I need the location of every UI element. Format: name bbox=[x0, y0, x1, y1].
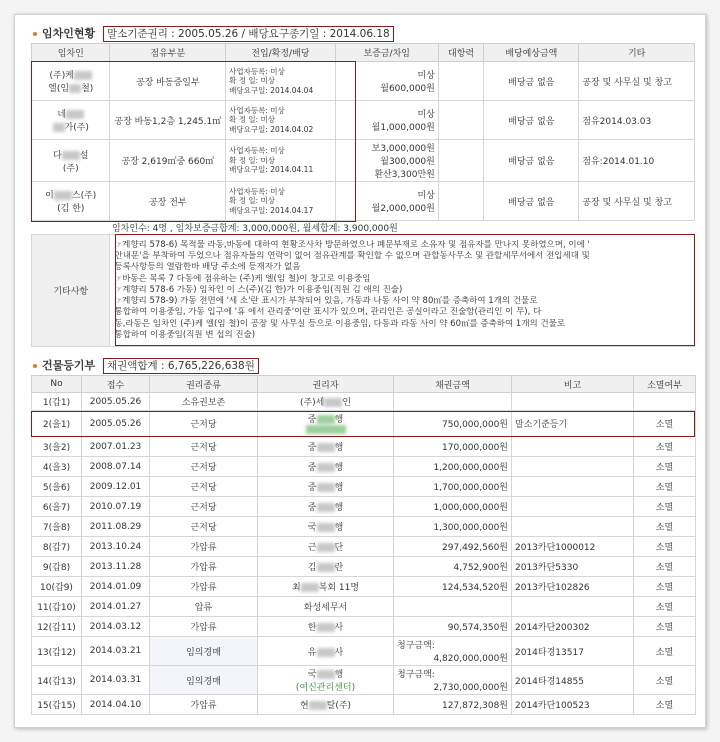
reg-status: 소멸 bbox=[634, 457, 696, 477]
tenant-row bbox=[32, 182, 695, 221]
document-content bbox=[31, 25, 695, 715]
table-row bbox=[32, 617, 696, 637]
reg-no: 1(갑1) bbox=[32, 393, 82, 411]
reg-note: 말소기준등기 bbox=[512, 411, 634, 437]
reg-kind: 근저당 bbox=[150, 517, 258, 537]
tenant-daehang bbox=[438, 101, 483, 140]
reg-status: 소멸 bbox=[634, 537, 696, 557]
building-header-cell: 비고 bbox=[512, 376, 634, 393]
reg-amount: 1,200,000,000원 bbox=[394, 457, 512, 477]
bullet-icon bbox=[33, 32, 37, 36]
reg-date: 2005.05.26 bbox=[82, 393, 150, 411]
reg-note bbox=[512, 597, 634, 617]
reg-date: 2014.03.31 bbox=[82, 666, 150, 695]
reg-note bbox=[512, 517, 634, 537]
tenant-part: 공장 2,619㎡중 660㎡ bbox=[110, 140, 226, 182]
etc-line: 등록사항등의 열람한바 배당 주소에 등재자가 없음 bbox=[114, 262, 301, 273]
reg-holder: 화성세무서 bbox=[258, 597, 394, 617]
reg-no: 3(을2) bbox=[32, 437, 82, 457]
reg-amount: 297,492,560원 bbox=[394, 537, 512, 557]
reg-status: 소멸 bbox=[634, 637, 696, 666]
reg-holder: (주)세 인 bbox=[258, 393, 394, 411]
tenant-summary: 임차인수: 4명 , 임차보증금합계: 3,000,000원, 월세합계: 3,900,000원 bbox=[111, 224, 398, 234]
reg-amount bbox=[394, 597, 512, 617]
reg-no: 2(을1) bbox=[32, 411, 82, 437]
reg-kind: 임의경매 bbox=[150, 666, 258, 695]
tenant-deposit: 미상 월2,000,000원 bbox=[335, 182, 438, 221]
tenant-deposit: 미상 월600,000원 bbox=[335, 62, 438, 101]
reg-note: 2014카단200302 bbox=[512, 617, 634, 637]
reg-kind: 임의경매 bbox=[150, 637, 258, 666]
reg-date: 2011.08.29 bbox=[82, 517, 150, 537]
reg-kind: 근저당 bbox=[150, 437, 258, 457]
etc-line: 통합하여 이용중임, 가동 입구에 '휴 에서 관리중'이란 표시가 있으며, 관리인은 공실이라고 진술함(관리인 이 무), 다 bbox=[114, 307, 542, 318]
table-row bbox=[32, 411, 696, 437]
tenant-table-wrap bbox=[31, 43, 695, 347]
tenant-header-cell: 기타 bbox=[579, 44, 695, 62]
tenant-daehang bbox=[438, 140, 483, 182]
etc-label: 기타사항 bbox=[32, 235, 110, 347]
reg-amount: 1,300,000,000원 bbox=[394, 517, 512, 537]
reg-kind: 가압류 bbox=[150, 617, 258, 637]
tenant-deposit: 보3,000,000원 월300,000원 환산3,300만원 bbox=[335, 140, 438, 182]
table-row bbox=[32, 497, 696, 517]
reg-note: 2013카단102826 bbox=[512, 577, 634, 597]
reg-status: 소멸 bbox=[634, 517, 696, 537]
reg-note: 2014타경14855 bbox=[512, 666, 634, 695]
tenant-part: 공장 바동중일부 bbox=[110, 62, 226, 101]
tenant-header-cell: 대항력 bbox=[438, 44, 483, 62]
reg-amount: 1,700,000,000원 bbox=[394, 477, 512, 497]
reg-date: 2014.01.09 bbox=[82, 577, 150, 597]
building-table-wrap bbox=[31, 375, 695, 715]
reg-amount: 127,872,308원 bbox=[394, 695, 512, 715]
reg-no: 15(갑15) bbox=[32, 695, 82, 715]
reg-kind: 가압류 bbox=[150, 577, 258, 597]
tenant-row bbox=[32, 140, 695, 182]
reg-no: 5(을6) bbox=[32, 477, 82, 497]
reg-kind: 근저당 bbox=[150, 497, 258, 517]
reg-kind: 압류 bbox=[150, 597, 258, 617]
reg-date: 2008.07.14 bbox=[82, 457, 150, 477]
table-row bbox=[32, 457, 696, 477]
reg-note bbox=[512, 437, 634, 457]
tenant-etc: 점유:2014.01.10 bbox=[579, 140, 695, 182]
table-row bbox=[32, 637, 696, 666]
tenant-summary-row bbox=[32, 221, 695, 235]
reg-date: 2014.04.10 bbox=[82, 695, 150, 715]
tenant-etc: 점유2014.03.03 bbox=[579, 101, 695, 140]
tenant-etc-row bbox=[32, 235, 695, 347]
etc-line: 동,라동은 임차인 (주)케 엘(임 철)이 공장 및 사무실 등으로 이용중임, 다동과 라동 사이 약 60㎡를 증축하여 1개의 건물로 bbox=[114, 318, 566, 329]
tenant-etc: 공장 및 사무실 및 창고 bbox=[579, 182, 695, 221]
tenant-expected: 배당금 없음 bbox=[484, 62, 579, 101]
reg-kind: 가압류 bbox=[150, 557, 258, 577]
reg-holder: 중 행 bbox=[258, 477, 394, 497]
reg-holder: 중 행 bbox=[258, 437, 394, 457]
building-header-cell: 접수 bbox=[82, 376, 150, 393]
tenant-dates: 사업자등록: 미상 확 정 일: 미상 배당요구일: 2014.04.11 bbox=[226, 140, 335, 182]
table-row bbox=[32, 477, 696, 497]
reg-holder: 국 행 (여신관리센터) bbox=[258, 666, 394, 695]
building-header-row bbox=[32, 376, 696, 393]
reg-holder: 중 행 bbox=[258, 457, 394, 477]
reg-status: 소멸 bbox=[634, 577, 696, 597]
reg-kind: 근저당 bbox=[150, 477, 258, 497]
tenant-expected: 배당금 없음 bbox=[484, 101, 579, 140]
reg-note: 2014카단100523 bbox=[512, 695, 634, 715]
tenant-daehang bbox=[438, 62, 483, 101]
tenant-name: 이 스(주) (김 한) bbox=[32, 182, 110, 221]
reg-status: 소멸 bbox=[634, 557, 696, 577]
reg-kind: 가압류 bbox=[150, 695, 258, 715]
tenant-dates: 사업자등록: 미상 확 정 일: 미상 배당요구일: 2014.04.04 bbox=[226, 62, 335, 101]
reg-no: 13(갑12) bbox=[32, 637, 82, 666]
reg-status: 소멸 bbox=[634, 597, 696, 617]
etc-line: 안내문'을 부착하여 두었으나 점유자들의 연락이 없어 점유관계를 확인할 수 없으며 관할동사무소 및 관할세무서에서 전입세대 및 bbox=[114, 251, 590, 262]
reg-date: 2014.01.27 bbox=[82, 597, 150, 617]
reg-no: 6(을7) bbox=[32, 497, 82, 517]
reg-amount: 90,574,350원 bbox=[394, 617, 512, 637]
tenant-header-row bbox=[32, 44, 695, 62]
tenant-dates: 사업자등록: 미상 확 정 일: 미상 배당요구일: 2014.04.17 bbox=[226, 182, 335, 221]
reg-no: 9(갑8) bbox=[32, 557, 82, 577]
table-row bbox=[32, 666, 696, 695]
tenant-table bbox=[31, 43, 695, 347]
table-row bbox=[32, 437, 696, 457]
tenant-expected: 배당금 없음 bbox=[484, 140, 579, 182]
tenant-part: 공장 전부 bbox=[110, 182, 226, 221]
reg-kind: 가압류 bbox=[150, 537, 258, 557]
etc-line: 통합하여 이용중임(직원 변 섭의 진술) bbox=[114, 329, 256, 340]
building-section-title: 건물등기부 bbox=[42, 359, 96, 372]
reg-amount: 750,000,000원 bbox=[394, 411, 512, 437]
reg-holder: 한 사 bbox=[258, 617, 394, 637]
bullet-icon bbox=[33, 364, 37, 368]
reg-holder: 최 복회 11명 bbox=[258, 577, 394, 597]
tenant-row bbox=[32, 62, 695, 101]
tenant-daehang bbox=[438, 182, 483, 221]
building-rows bbox=[32, 393, 696, 715]
reg-no: 14(갑13) bbox=[32, 666, 82, 695]
building-section-header bbox=[31, 357, 695, 375]
building-header-cell: 권리종류 bbox=[150, 376, 258, 393]
reg-holder: 현 탈(주) bbox=[258, 695, 394, 715]
reg-note: 2013카단1000012 bbox=[512, 537, 634, 557]
document-frame bbox=[14, 14, 706, 728]
tenant-etc: 공장 및 사무실 및 창고 bbox=[579, 62, 695, 101]
etc-line: ☞바동은 목록 7 다동에 점유하는 (주)케 엘(임 철)이 창고로 이용중임 bbox=[114, 273, 371, 284]
reg-note bbox=[512, 393, 634, 411]
reg-note bbox=[512, 457, 634, 477]
reg-amount: 124,534,520원 bbox=[394, 577, 512, 597]
tenant-part: 공장 바동1,2층 1,245.1㎡ bbox=[110, 101, 226, 140]
reg-status: 소멸 bbox=[634, 411, 696, 437]
reg-status: 소멸 bbox=[634, 437, 696, 457]
reg-amount: 청구금액: 2,730,000,000원 bbox=[394, 666, 512, 695]
reg-amount: 170,000,000원 bbox=[394, 437, 512, 457]
table-row bbox=[32, 557, 696, 577]
reg-no: 7(을8) bbox=[32, 517, 82, 537]
reg-amount: 1,000,000,000원 bbox=[394, 497, 512, 517]
etc-line: ☞계향리 578-6 가동) 임차인 이 스(주)(김 한)가 이용중임(직원 김 애의 진술) bbox=[114, 284, 403, 295]
reg-amount: 4,752,900원 bbox=[394, 557, 512, 577]
tenant-info-box: 말소기준권리 : 2005.05.26 / 배당요구종기일 : 2014.06.18 bbox=[103, 26, 394, 42]
reg-holder: 중 행 bbox=[258, 411, 394, 437]
reg-date: 2010.07.19 bbox=[82, 497, 150, 517]
reg-holder: 유 사 bbox=[258, 637, 394, 666]
reg-amount: 청구금액: 4,820,000,000원 bbox=[394, 637, 512, 666]
reg-status: 소멸 bbox=[634, 497, 696, 517]
building-table bbox=[31, 375, 696, 715]
building-header-cell: 소멸여부 bbox=[634, 376, 696, 393]
reg-date: 2007.01.23 bbox=[82, 437, 150, 457]
etc-line: ☞계향리 578-9) 가동 전면에 '세 소'란 표시가 부착되어 있음, 가동과 나동 사이 약 80㎡를 증축하여 1개의 건물로 bbox=[114, 296, 538, 307]
reg-amount bbox=[394, 393, 512, 411]
building-header-cell: 채권금액 bbox=[394, 376, 512, 393]
reg-date: 2014.03.21 bbox=[82, 637, 150, 666]
reg-date: 2009.12.01 bbox=[82, 477, 150, 497]
reg-holder: 국 행 bbox=[258, 517, 394, 537]
table-row bbox=[32, 597, 696, 617]
reg-kind: 근저당 bbox=[150, 457, 258, 477]
tenant-header-cell: 배당예상금액 bbox=[484, 44, 579, 62]
building-header-cell: No bbox=[32, 376, 82, 393]
reg-no: 10(갑9) bbox=[32, 577, 82, 597]
reg-kind: 소유권보존 bbox=[150, 393, 258, 411]
tenant-section-header bbox=[31, 25, 695, 43]
table-row bbox=[32, 695, 696, 715]
reg-no: 11(갑10) bbox=[32, 597, 82, 617]
tenant-deposit: 미상 월1,000,000원 bbox=[335, 101, 438, 140]
reg-holder: 김 란 bbox=[258, 557, 394, 577]
reg-note: 2013카단5330 bbox=[512, 557, 634, 577]
reg-status: 소멸 bbox=[634, 666, 696, 695]
table-row bbox=[32, 537, 696, 557]
tenant-header-cell: 임차인 bbox=[32, 44, 110, 62]
tenant-section-title: 임차인현황 bbox=[42, 27, 96, 40]
etc-line: ☞계향리 578-6) 목적물 라동,바동에 대하여 현황조사차 방문하였으나 폐문부재로 소유자 및 점유자를 만나지 못하였으며, 이에 ' bbox=[114, 240, 590, 251]
tenant-name: 다 설 (주) bbox=[32, 140, 110, 182]
table-row bbox=[32, 393, 696, 411]
reg-note: 2014타경13517 bbox=[512, 637, 634, 666]
reg-date: 2005.05.26 bbox=[82, 411, 150, 437]
tenant-header-cell: 점유부분 bbox=[110, 44, 226, 62]
tenant-name: (주)케 엘(임 철) bbox=[32, 62, 110, 101]
tenant-row bbox=[32, 101, 695, 140]
tenant-name: 네 가(주) bbox=[32, 101, 110, 140]
reg-date: 2014.03.12 bbox=[82, 617, 150, 637]
reg-note bbox=[512, 497, 634, 517]
reg-kind: 근저당 bbox=[150, 411, 258, 437]
tenant-dates: 사업자등록: 미상 확 정 일: 미상 배당요구일: 2014.04.02 bbox=[226, 101, 335, 140]
tenant-expected: 배당금 없음 bbox=[484, 182, 579, 221]
reg-date: 2013.11.28 bbox=[82, 557, 150, 577]
reg-holder: 중 행 bbox=[258, 497, 394, 517]
reg-no: 4(을3) bbox=[32, 457, 82, 477]
reg-no: 12(갑11) bbox=[32, 617, 82, 637]
etc-content bbox=[110, 235, 695, 347]
reg-status bbox=[634, 393, 696, 411]
reg-status: 소멸 bbox=[634, 617, 696, 637]
reg-status: 소멸 bbox=[634, 477, 696, 497]
building-header-cell: 권리자 bbox=[258, 376, 394, 393]
table-row bbox=[32, 517, 696, 537]
building-info-box: 채권액합계 : 6,765,226,638원 bbox=[103, 358, 259, 374]
reg-no: 8(갑7) bbox=[32, 537, 82, 557]
reg-note bbox=[512, 477, 634, 497]
reg-date: 2013.10.24 bbox=[82, 537, 150, 557]
reg-holder: 근 단 bbox=[258, 537, 394, 557]
table-row bbox=[32, 577, 696, 597]
tenant-header-cell: 보증금/차임 bbox=[335, 44, 438, 62]
tenant-header-cell: 전입/확정/배당 bbox=[226, 44, 335, 62]
reg-status: 소멸 bbox=[634, 695, 696, 715]
